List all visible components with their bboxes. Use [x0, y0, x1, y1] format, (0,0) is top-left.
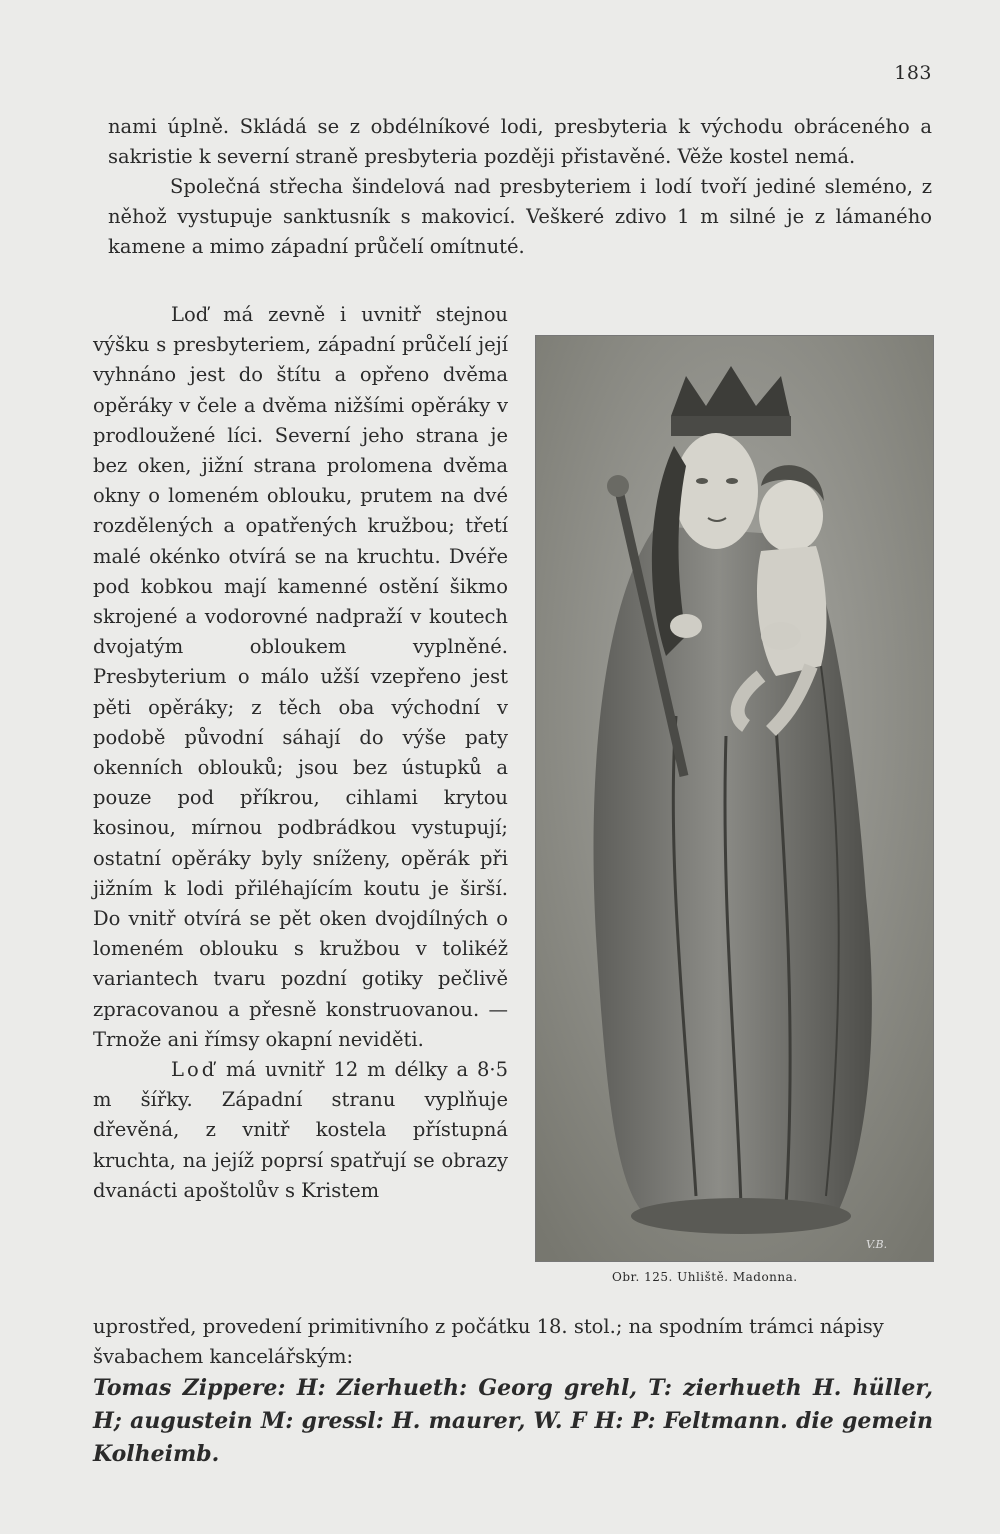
- paragraph-4-lead: Loď: [171, 1058, 218, 1082]
- page-number: 183: [894, 62, 932, 84]
- paragraph-5: uprostřed, provedení primitivního z počátku 18. stol.; na spodním trámci nápisy švabachem kancelářským:: [93, 1315, 884, 1368]
- photo-signature: V.B.: [866, 1238, 888, 1251]
- bottom-text-block: [93, 1312, 933, 1372]
- column-text-block: [93, 300, 508, 1206]
- paragraph-3: Loď má zevně i uvnitř stejnou výšku s presbyteriem, západní průčelí její vyhnáno jest do štítu a opřeno dvěma opěráky v čele a dvěma nižšími opěráky v prodloužené líci. Severní jeho strana je bez oken, jižní strana prolomena dvěma okny o lomeném oblouku, prutem na dvé rozdělených a opatřených kružbou; třetí malé okénko otvírá se na kruchtu. Dvéře pod kobkou mají kamenné ostění šikmo skrojené a vodorovné nadpraží v koutech dvojatým obloukem vyplněné. Presbyterium o málo užší vzepřeno jest pěti opěráky; z těch oba východní v podobě původní sáhají do výše paty okenních oblouků; jsou bez ústupků a pouze pod příkrou, cihlami krytou kosinou, mírnou podbrádkou vystupují; ostatní opěráky byly sníženy, opěrák při jižním k lodi přiléhajícím koutu je širší. Do vnitř otvírá se pět oken dvojdílných o lomeném oblouku s kružbou v tolikéž variantech tvaru pozdní gotiky pečlivě zpracovanou a přesně konstruovanou. — Trnože ani římsy okapní neviděti.: [93, 303, 508, 1051]
- paragraph-2: Společná střecha šindelová nad presbyteriem i lodí tvoří jediné sleméno, z něhož vystupuje sanktusník s makovicí. Veškeré zdivo 1 m silné je z lámaného kamene a mimo západní průčelí omítnuté.: [108, 175, 932, 258]
- madonna-statue-image: [536, 336, 933, 1261]
- paragraph-4: [93, 1055, 508, 1206]
- paragraph-4-rest: má uvnitř 12 m délky a 8·5 m šířky. Západní stranu vyplňuje dřevěná, z vnitř kostela přístupná kruchta, na jejíž poprsí spatřují se obrazy dvanácti apoštolův s Kristem: [93, 1058, 508, 1202]
- fraktur-inscription: Tomas Zippere: H: Zierhueth: Georg grehl, T: zierhueth H. hüller, H; augustein M: gressl: H. maurer, W. F H: P: Feltmann. die gemein Kolheimb.: [93, 1375, 933, 1467]
- figure-caption: Obr. 125. Uhliště. Madonna.: [612, 1270, 798, 1284]
- top-text-block: [108, 112, 932, 262]
- paragraph-1: nami úplně. Skládá se z obdélníkové lodi, presbyteria k východu obráceného a sakristie k severní straně presbyteria později přistavěné. Věže kostel nemá.: [108, 115, 932, 168]
- madonna-photo: [535, 335, 934, 1262]
